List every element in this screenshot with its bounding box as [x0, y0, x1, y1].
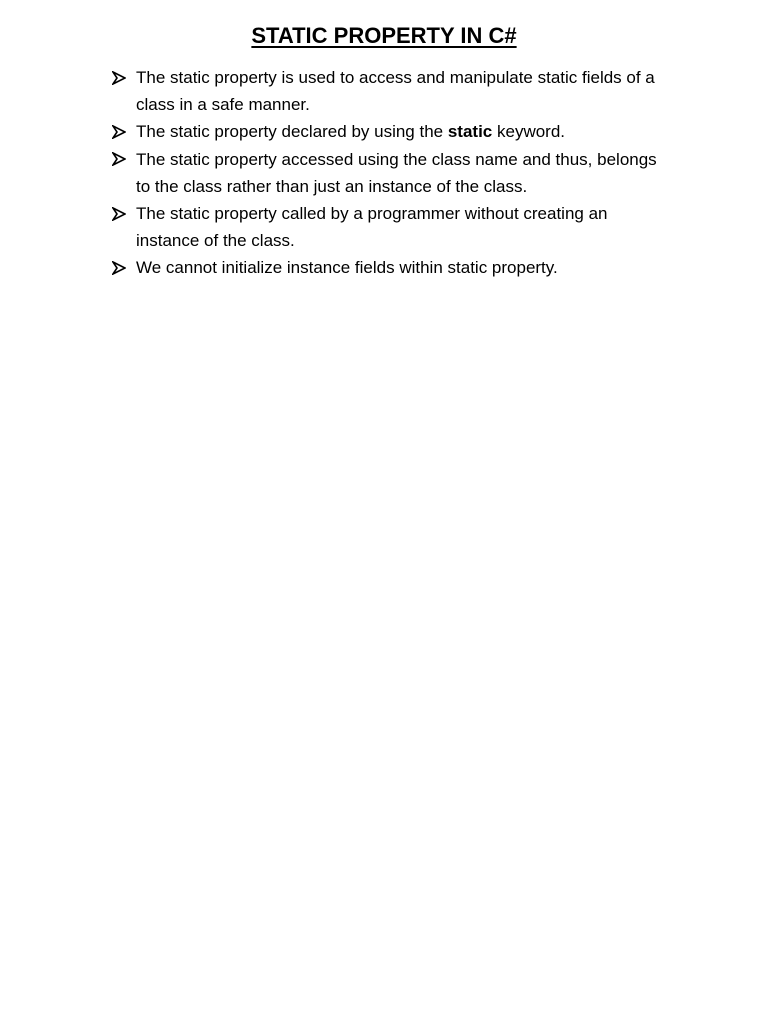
bullet-text: We cannot initialize instance fields within static property. — [136, 258, 558, 278]
bullet-list — [112, 64, 672, 282]
arrowhead-bullet-icon — [112, 64, 128, 91]
bullet-item — [112, 200, 672, 254]
bullet-item — [112, 118, 672, 145]
arrowhead-bullet-icon — [112, 118, 128, 145]
bullet-text-before: The static property declared by using the — [136, 122, 448, 142]
arrowhead-bullet-icon — [112, 146, 128, 173]
bullet-text: The static property is used to access and manipulate static fields of a class in a safe manner. — [136, 68, 655, 115]
page-title — [0, 20, 768, 52]
keyword-static: static — [447, 122, 493, 142]
bullet-item — [112, 254, 672, 281]
bullet-item — [112, 64, 672, 118]
bullet-text: The static property accessed using the class name and thus, belongs to the class rather than just an instance of the class. — [136, 149, 657, 196]
bullet-item — [112, 146, 672, 200]
bullet-text: The static property called by a programmer without creating an instance of the class. — [136, 204, 608, 251]
arrowhead-bullet-icon — [112, 200, 128, 227]
arrowhead-bullet-icon — [112, 254, 128, 281]
bullet-text-after: keyword. — [492, 122, 566, 142]
page-title-text: STATIC PROPERTY IN C# — [251, 23, 517, 48]
